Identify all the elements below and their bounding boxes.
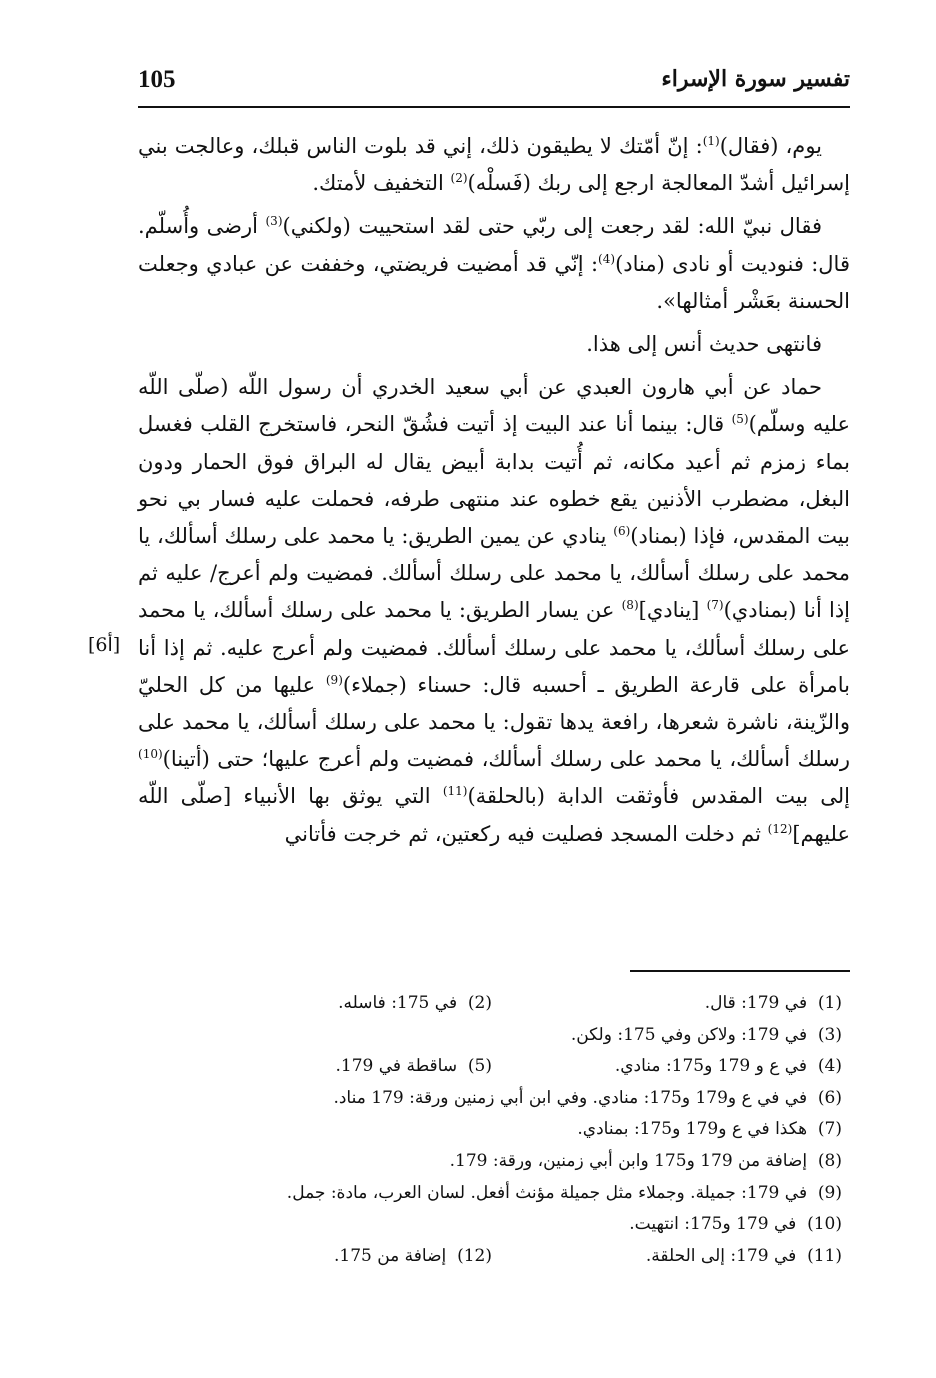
manuscript-folio-marker: [أ6] (88, 634, 121, 656)
book-title: تفسير سورة الإسراء (661, 66, 850, 92)
footnotes (138, 988, 850, 1272)
footnote-text: في 179: إلى الحلقة. (645, 1245, 797, 1266)
footnote-text: ساقطة في 179. (335, 1056, 458, 1077)
footnote (629, 1209, 842, 1241)
footnote-ref: (2) (450, 171, 468, 186)
footnote-line (138, 1114, 850, 1146)
text-run: قال: بينما أنا عند البيت إذ أتيت فشُقّ النحر، فاستخرج القلب فغسل بماء زمزم ثم أعيد مكانه، ثم أُتيت بدابة أبيض يقال له البراق فوق الحمار ودون البغل، مضطرب الأذنين يقع خطوه عند منتهى طرفه، فحملت عليه فسار بي نحو بيت المقدس، فإذا (بمناد) (138, 412, 850, 549)
footnote (287, 1178, 842, 1210)
paragraph (138, 326, 850, 363)
footnote-text: في ع و 179 و175: منادي. (614, 1056, 808, 1077)
footnote-ref: (7) (706, 598, 724, 613)
footnote-ref: (5) (731, 412, 749, 427)
footnote-ref: (6) (613, 524, 631, 539)
footnote-number: (11) (807, 1245, 842, 1266)
footnote-number: (9) (817, 1182, 842, 1203)
footnote-text: في 175: فاسله. (338, 993, 458, 1013)
footnote-text: في 179: ولاكن وفي 175: ولكن. (570, 1024, 808, 1045)
footnote-line (138, 1020, 850, 1052)
footnote-number: (1) (817, 993, 842, 1013)
footnote-text: في في ع و179 و175: منادي. وفي ابن أبي زمنين ورقة: 179 مناد. (333, 1087, 808, 1108)
footnote-number: (3) (817, 1024, 842, 1045)
footnote (333, 1083, 842, 1115)
footnote-line (138, 1146, 850, 1178)
text-run: : إنّ أمّتك لا يطيقون ذلك، إني قد بلوت الناس قبلك، وعالجت بني إسرائيل أشدّ المعالجة ارجع إلى ربك (فَسلْه) (138, 134, 850, 196)
footnote-separator (630, 970, 850, 972)
footnote (334, 1241, 492, 1273)
footnote-text: في 179: قال. (704, 993, 808, 1013)
text-run: عن يسار الطريق: يا محمد على رسلك أسألك، يا محمد على رسلك أسألك، يا محمد على رسلك أسألك. فمضيت ولم أعرج عليه. ثم إذا أنا بامرأة على قارعة الطريق ـ أحسبه قال: حسناء (جملاء) (138, 598, 850, 697)
footnote-ref: (4) (598, 251, 616, 266)
footnote-line (138, 1241, 850, 1273)
footnote-text: إضافة من 175. (333, 1245, 447, 1266)
footnote (571, 1020, 842, 1052)
paragraph (138, 369, 850, 853)
footnote-ref: (11) (442, 784, 468, 799)
footnote-ref: (10) (138, 747, 163, 762)
text-run: عليها من كل الحليّ والزّينة، ناشرة شعرها، رافعة يدها تقول: يا محمد على رسلك أسألك، يا محمد على رسلك أسألك، يا محمد على رسلك أسألك، فمضيت ولم أعرج عليها؛ حتى (أتينا) (138, 672, 850, 772)
main-text (138, 128, 850, 853)
footnote-line (138, 1051, 850, 1083)
footnote-number: (4) (817, 1056, 842, 1077)
footnote-number: (2) (467, 993, 492, 1013)
footnote-number: (8) (817, 1150, 842, 1171)
text-run: ينادي عن يمين الطريق: يا محمد على رسلك أسألك، يا محمد على رسلك أسألك، يا محمد على رسلك أسألك. فمضيت ولم أعرج/ عليه ثم إذا أنا (بمنادي) (138, 524, 851, 623)
footnote-number: (5) (467, 1056, 492, 1077)
footnote-line (138, 1209, 850, 1241)
footnote-text: في 179: جميلة. وجملاء مثل جميلة مؤنث أفعل. لسان العرب، مادة: جمل. (286, 1182, 808, 1203)
footnote-number: (10) (807, 1214, 842, 1235)
paragraph (138, 208, 850, 320)
text-run: أرضى وأُسلّم. قال: فنوديت أو نادى (مناد) (138, 214, 850, 276)
footnote-ref: (8) (621, 598, 639, 613)
footnote-ref: (3) (265, 214, 283, 229)
footnote (646, 1241, 842, 1273)
footnote-text: هكذا في ع و179 و175: بمنادي. (577, 1119, 808, 1140)
paragraph (138, 128, 850, 202)
text-run: فقال نبيّ الله: لقد رجعت إلى ربّي حتى لقد استحييت (ولكني) (282, 214, 822, 239)
text-run: : إنّي قد أمضيت فريضتي، وخففت عن عبادي وجعلت الحسنة بعَشْر أمثالها». (138, 251, 850, 313)
text-run: التي يوثق بها الأنبياء [صلّى اللّه عليهم] (138, 784, 850, 846)
footnote-ref: (1) (702, 134, 720, 148)
footnote-line (138, 988, 850, 1020)
footnote (615, 1051, 842, 1083)
footnote-text: في 179 و175: انتهيت. (629, 1214, 797, 1235)
text-run: فانتهى حديث أنس إلى هذا. (586, 332, 822, 357)
text-run: إلى بيت المقدس فأوثقت الدابة (بالحلقة) (467, 784, 850, 809)
text-run: حماد عن أبي هارون العبدي عن أبي سعيد الخدري أن رسول اللّه (صلّى اللّه عليه وسلّم) (138, 375, 850, 437)
running-head (138, 66, 850, 102)
text-run: يوم، (فقال) (719, 134, 823, 158)
footnote (336, 1051, 493, 1083)
header-rule (138, 106, 850, 108)
footnote-text: إضافة من 179 و175 وابن أبي زمنين، ورقة: 179. (449, 1150, 808, 1171)
footnote-line (138, 1083, 850, 1115)
text-run: ثم دخلت المسجد فصليت فيه ركعتين، ثم خرجت فأتاني (284, 821, 768, 846)
text-run: التخفيف لأمتك. (312, 171, 451, 196)
footnote (338, 988, 492, 1020)
footnote-line (138, 1178, 850, 1210)
footnote (577, 1114, 842, 1146)
footnote-number: (6) (817, 1087, 842, 1108)
footnote (705, 988, 842, 1020)
footnote-number: (12) (457, 1245, 492, 1266)
footnote-ref: (12) (767, 821, 793, 836)
footnote-number: (7) (817, 1119, 842, 1140)
footnote (450, 1146, 842, 1178)
page-number: 105 (138, 66, 176, 93)
text-run: [ينادي] (638, 598, 707, 623)
footnote-ref: (9) (325, 672, 343, 687)
